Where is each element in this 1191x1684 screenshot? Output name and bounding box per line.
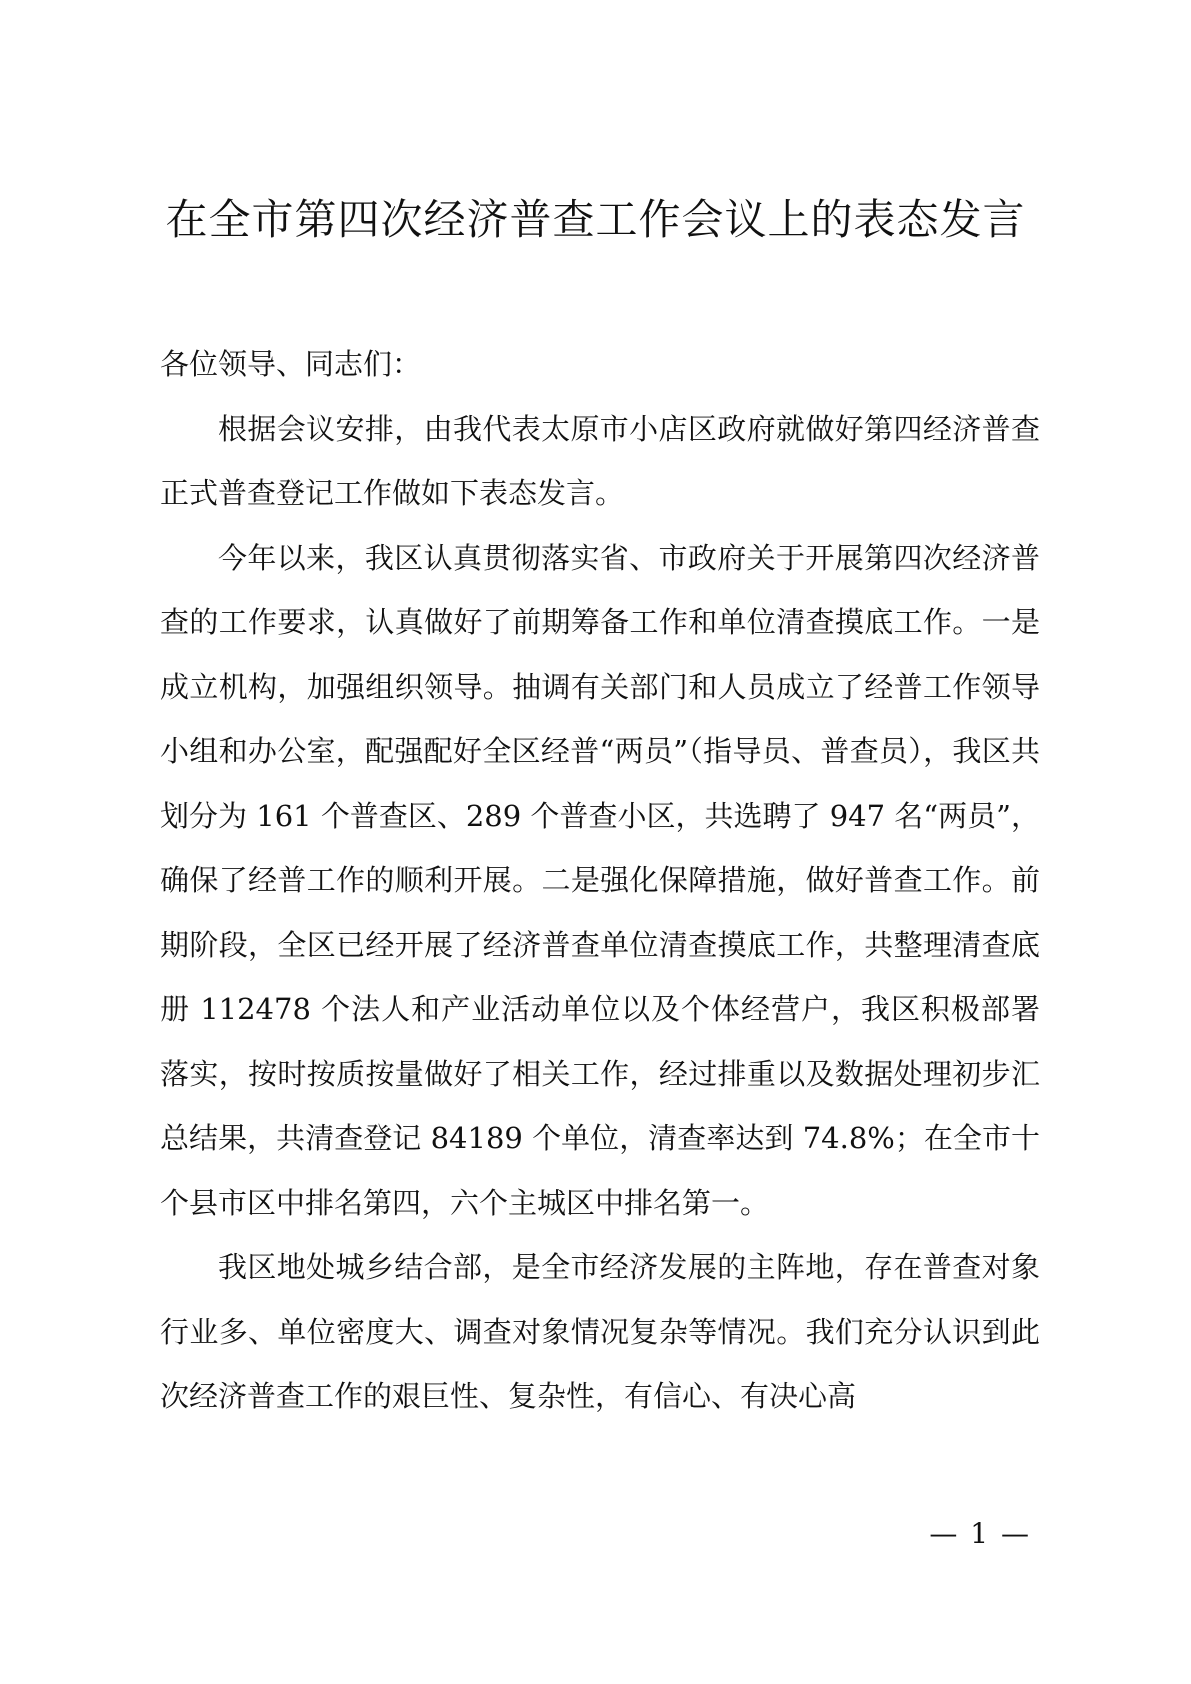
paragraph-2: 今年以来，我区认真贯彻落实省、市政府关于开展第四次经济普查的工作要求，认真做好了前期筹备工作和单位清查摸底工作。一是成立机构，加强组织领导。抽调有关部门和人员成立了经普工作领导小组和办公室，配强配好全区经普“两员”（指导员、普查员），我区共划分为 161 个普查区、289 个普查小区，共选聘了 947 名“两员”，确保了经普工作的顺利开展。二是强化保障措施，做好普查工作。前期阶段，全区已经开展了经济普查单位清查摸底工作，共整理清查底册 112478 个法人和产业活动单位以及个体经营户，我区积极部署落实，按时按质按量做好了相关工作，经过排重以及数据处理初步汇总结果，共清查登记 84189 个单位，清查率达到 74.8%；在全市十个县市区中排名第四，六个主城区中排名第一。 — [160, 540, 1040, 1220]
page-number: — 1 — — [929, 1517, 1031, 1550]
document-title: 在全市第四次经济普查工作会议上的表态发言 — [165, 195, 1026, 244]
salutation: 各位领导、同志们： — [160, 347, 422, 381]
paragraph-3: 我区地处城乡结合部，是全市经济发展的主阵地，存在普查对象行业多、单位密度大、调查对象情况复杂等情况。我们充分认识到此次经济普查工作的艰巨性、复杂性，有信心、有决心高 — [160, 1250, 1040, 1413]
paragraph-1: 根据会议安排，由我代表太原市小店区政府就做好第四经济普查正式普查登记工作做如下表态发言。 — [160, 411, 1040, 510]
document-body — [160, 332, 1040, 1429]
